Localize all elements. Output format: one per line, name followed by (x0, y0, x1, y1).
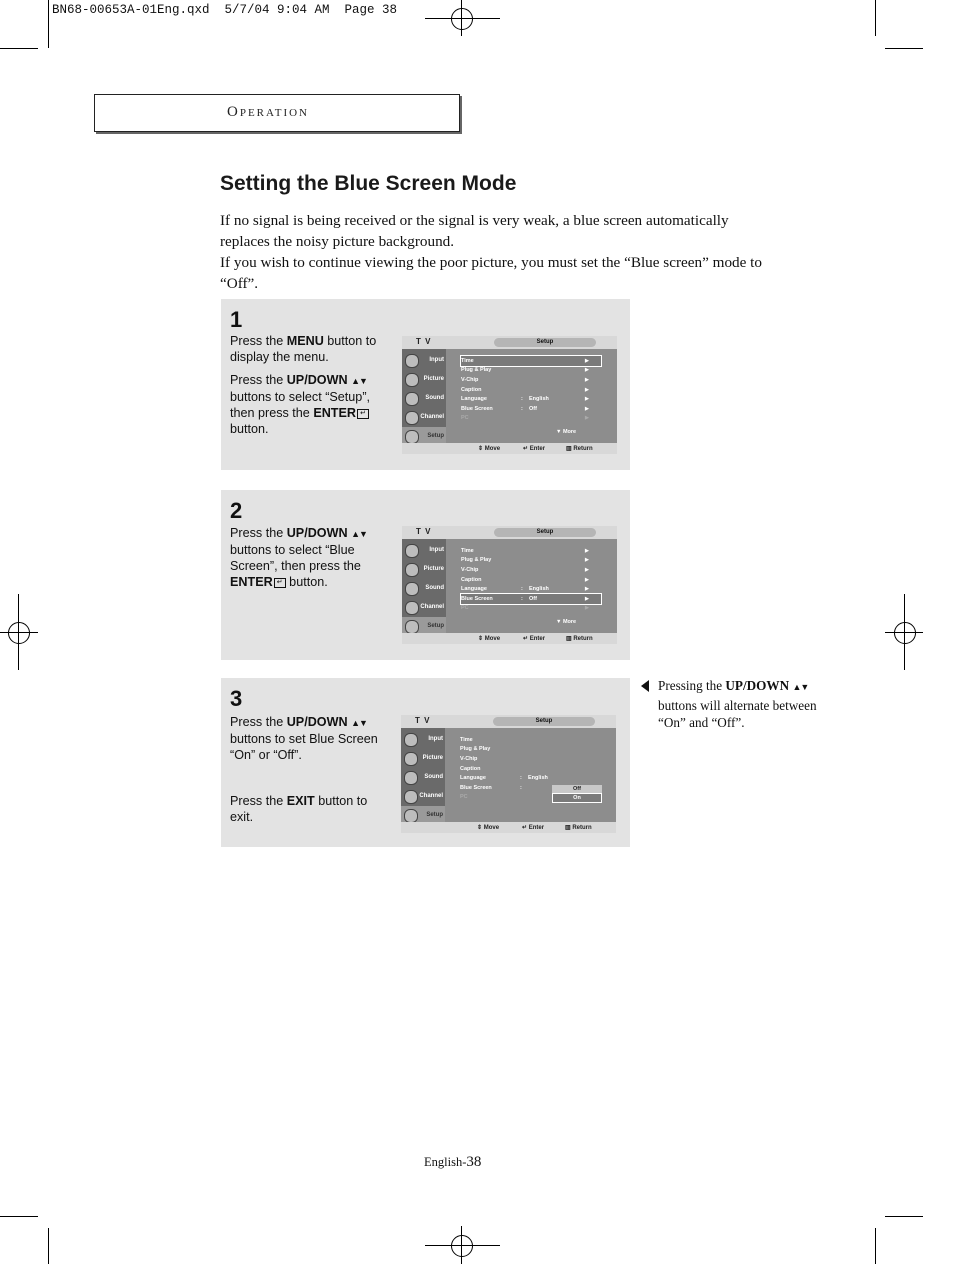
side-note: Pressing the UP/DOWN ▲▼ buttons will alternate between “On” and “Off”. (641, 677, 841, 732)
step-instructions: Press the MENU button to display the menu. Press the UP/DOWN ▲▼ buttons to select “Setup”, then press the ENTER ↵ button. (230, 334, 377, 436)
input-icon (405, 354, 419, 368)
up-down-arrows-icon: ▲▼ (792, 682, 809, 692)
pointer-triangle-icon (641, 680, 649, 692)
picture-icon (405, 373, 419, 387)
footer-language: English- (424, 1155, 467, 1169)
step-2-panel (221, 490, 630, 660)
tv-osd-screen: T V Setup Input Picture Sound Channel Setup Time Plug & Play V-Chip Caption Language : English Blue Screen : PC Off On ⇕ Move ↵ Enter ▥ Return (401, 715, 616, 833)
step-number: 2 (230, 498, 243, 523)
step-3-panel (221, 678, 630, 847)
page-title: Setting the Blue Screen Mode (220, 172, 517, 195)
crop-mark (885, 632, 923, 633)
setup-icon (405, 620, 419, 634)
page-number: 38 (466, 1154, 482, 1170)
registration-mark (451, 8, 473, 30)
input-icon (404, 733, 418, 747)
tv-osd-screen: T V Setup Input Picture Sound Channel Setup Time ▶ Plug & Play ▶ V-Chip ▶ Caption ▶ Language : English ▶ Blue Screen : Off ▶ PC ▶ ▼ More ⇕ Move ↵ Enter ▥ Return (402, 526, 617, 644)
step-1-panel (221, 299, 630, 470)
step-instructions: Press the UP/DOWN ▲▼ buttons to select “Blue Screen”, then press the ENTER ↵ button. (230, 526, 367, 589)
setup-icon (405, 430, 419, 444)
blue-screen-option-popup: Off On (552, 785, 602, 803)
sound-icon (404, 771, 418, 785)
up-down-arrows-icon: ▲▼ (351, 718, 367, 728)
channel-icon (405, 601, 419, 615)
intro-paragraph: If no signal is being received or the signal is very weak, a blue screen automatically replaces the noisy picture background. (220, 212, 729, 250)
page-footer (424, 1153, 481, 1171)
section-label: Operation (227, 104, 310, 120)
enter-icon: ↵ (357, 409, 369, 419)
section-header-box (94, 94, 460, 132)
sound-icon (405, 582, 419, 596)
sound-icon (405, 392, 419, 406)
tv-osd-screen: T V Setup Input Picture Sound Channel Setup Time ▶ Plug & Play ▶ V-Chip ▶ Caption ▶ Language : English ▶ Blue Screen : Off ▶ PC ▶ ▼ More ⇕ Move ↵ Enter ▥ Return (402, 336, 617, 454)
setup-icon (404, 809, 418, 823)
channel-icon (405, 411, 419, 425)
step-number: 3 (230, 686, 243, 711)
intro-paragraph: If you wish to continue viewing the poor picture, you must set the “Blue screen” mode to “Off”. (220, 254, 762, 292)
crop-mark (875, 0, 876, 36)
crop-mark (885, 1216, 923, 1217)
intro-text (220, 210, 780, 294)
registration-mark (8, 622, 30, 644)
picture-icon (405, 563, 419, 577)
crop-mark (875, 1228, 876, 1264)
registration-mark (451, 1235, 473, 1257)
step-number: 1 (230, 307, 243, 332)
print-slug-header: BN68-00653A-01Eng.qxd 5/7/04 9:04 AM Page 38 (52, 3, 398, 17)
up-down-arrows-icon: ▲▼ (351, 529, 367, 539)
crop-mark (48, 0, 49, 48)
crop-mark (48, 1228, 49, 1264)
up-down-arrows-icon: ▲▼ (351, 376, 367, 386)
registration-mark (894, 622, 916, 644)
channel-icon (404, 790, 418, 804)
crop-mark (425, 18, 500, 19)
crop-mark (0, 1216, 38, 1217)
enter-icon: ↵ (274, 578, 286, 588)
crop-mark (0, 48, 38, 49)
crop-mark (0, 632, 38, 633)
picture-icon (404, 752, 418, 766)
crop-mark (885, 48, 923, 49)
crop-mark (425, 1245, 500, 1246)
step-instructions: Press the UP/DOWN ▲▼ buttons to set Blue Screen “On” or “Off”. Press the EXIT button to exit. (230, 715, 378, 824)
input-icon (405, 544, 419, 558)
